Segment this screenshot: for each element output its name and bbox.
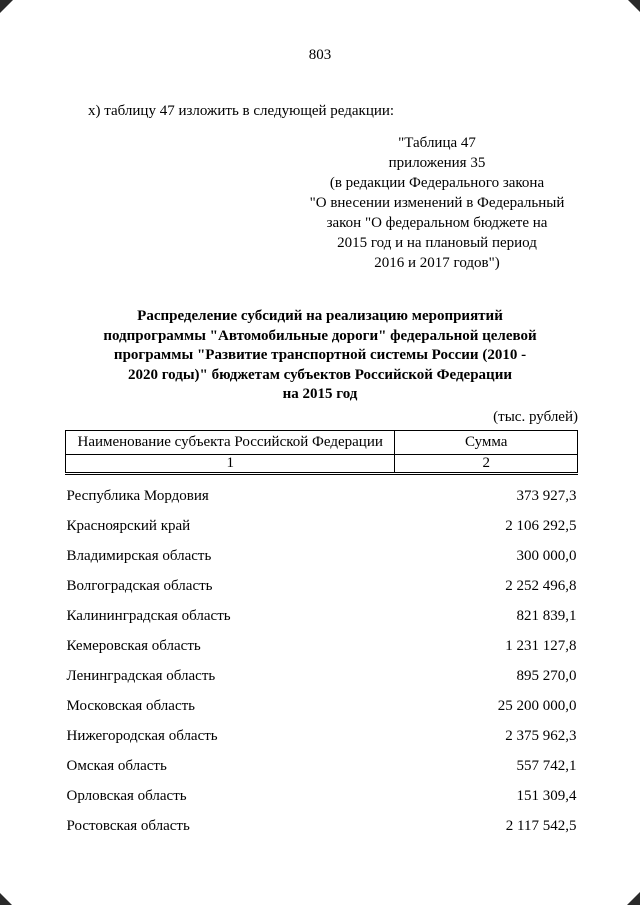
amendment-intro-text: х) таблицу 47 изложить в следующей редакции: — [88, 103, 395, 119]
table-header — [66, 431, 578, 474]
reference-line: приложения 35 — [388, 155, 486, 171]
region-cell: Омская область — [66, 758, 167, 774]
table-row — [66, 692, 578, 722]
header-row — [66, 431, 578, 455]
amount-cell: 895 270,0 — [516, 668, 577, 684]
reference-line: (в редакции Федерального закона — [329, 175, 545, 191]
table-body — [66, 474, 578, 843]
amount-cell: 300 000,0 — [516, 548, 577, 564]
region-cell: Московская область — [66, 698, 195, 714]
table-row — [66, 752, 578, 782]
region-cell: Орловская область — [66, 788, 187, 804]
region-cell: Ленинградская область — [66, 668, 216, 684]
reference-line: 2016 и 2017 годов") — [374, 255, 500, 271]
document-title — [60, 307, 580, 405]
table-reference-block — [287, 133, 587, 273]
table-row — [66, 782, 578, 812]
scan-artifact-bottom-right — [627, 892, 640, 905]
column-header-amount: Сумма — [395, 431, 578, 455]
reference-line: закон "О федеральном бюджете на — [326, 215, 548, 231]
title-line: на 2015 год — [282, 386, 358, 402]
scan-artifact-top-left — [0, 0, 13, 13]
region-cell: Волгоградская область — [66, 578, 213, 594]
column-index-row — [66, 455, 578, 474]
table-row — [66, 722, 578, 752]
subsidy-table — [65, 430, 578, 842]
amount-cell: 151 309,4 — [516, 788, 577, 804]
region-cell: Калининградская область — [66, 608, 231, 624]
column-header-region: Наименование субъекта Российской Федерации — [66, 431, 395, 455]
title-line: 2020 годы)" бюджетам субъектов Российской Федерации — [127, 366, 512, 383]
table-row — [66, 542, 578, 572]
table-row — [66, 572, 578, 602]
page-number: 803 — [308, 47, 332, 63]
region-cell: Ростовская область — [66, 818, 190, 834]
amount-cell: 373 927,3 — [516, 488, 577, 504]
region-cell: Нижегородская область — [66, 728, 218, 744]
region-cell: Владимирская область — [66, 548, 212, 564]
title-line: Распределение субсидий на реализацию мероприятий — [137, 308, 503, 324]
amount-cell: 25 200 000,0 — [497, 698, 577, 714]
amount-cell: 1 231 127,8 — [505, 638, 577, 654]
table-row — [66, 662, 578, 692]
region-cell: Кемеровская область — [66, 638, 201, 654]
scan-artifact-top-right — [628, 0, 640, 12]
column-index-region: 1 — [66, 455, 395, 474]
region-cell: Республика Мордовия — [66, 488, 209, 504]
reference-line: 2015 год и на плановый период — [337, 235, 537, 251]
table-row — [66, 474, 578, 513]
units-label: (тыс. рублей) — [493, 409, 578, 425]
amount-cell: 2 375 962,3 — [505, 728, 577, 744]
table-row — [66, 812, 578, 842]
amount-cell: 2 252 496,8 — [505, 578, 577, 594]
amount-cell: 2 117 542,5 — [505, 818, 577, 834]
reference-line: "О внесении изменений в Федеральный — [309, 195, 565, 211]
table-row — [66, 512, 578, 542]
column-index-amount: 2 — [395, 455, 578, 474]
scan-artifact-bottom-left — [0, 893, 12, 905]
table-row — [66, 602, 578, 632]
amount-cell: 2 106 292,5 — [505, 518, 577, 534]
title-line: программы "Развитие транспортной системы России (2010 - — [113, 347, 527, 363]
table-row — [66, 632, 578, 662]
region-cell: Красноярский край — [66, 518, 191, 534]
amount-cell: 557 742,1 — [516, 758, 577, 774]
title-line: подпрограммы "Автомобильные дороги" федеральной целевой — [103, 327, 537, 344]
amount-cell: 821 839,1 — [516, 608, 577, 624]
reference-line: "Таблица 47 — [398, 135, 476, 151]
